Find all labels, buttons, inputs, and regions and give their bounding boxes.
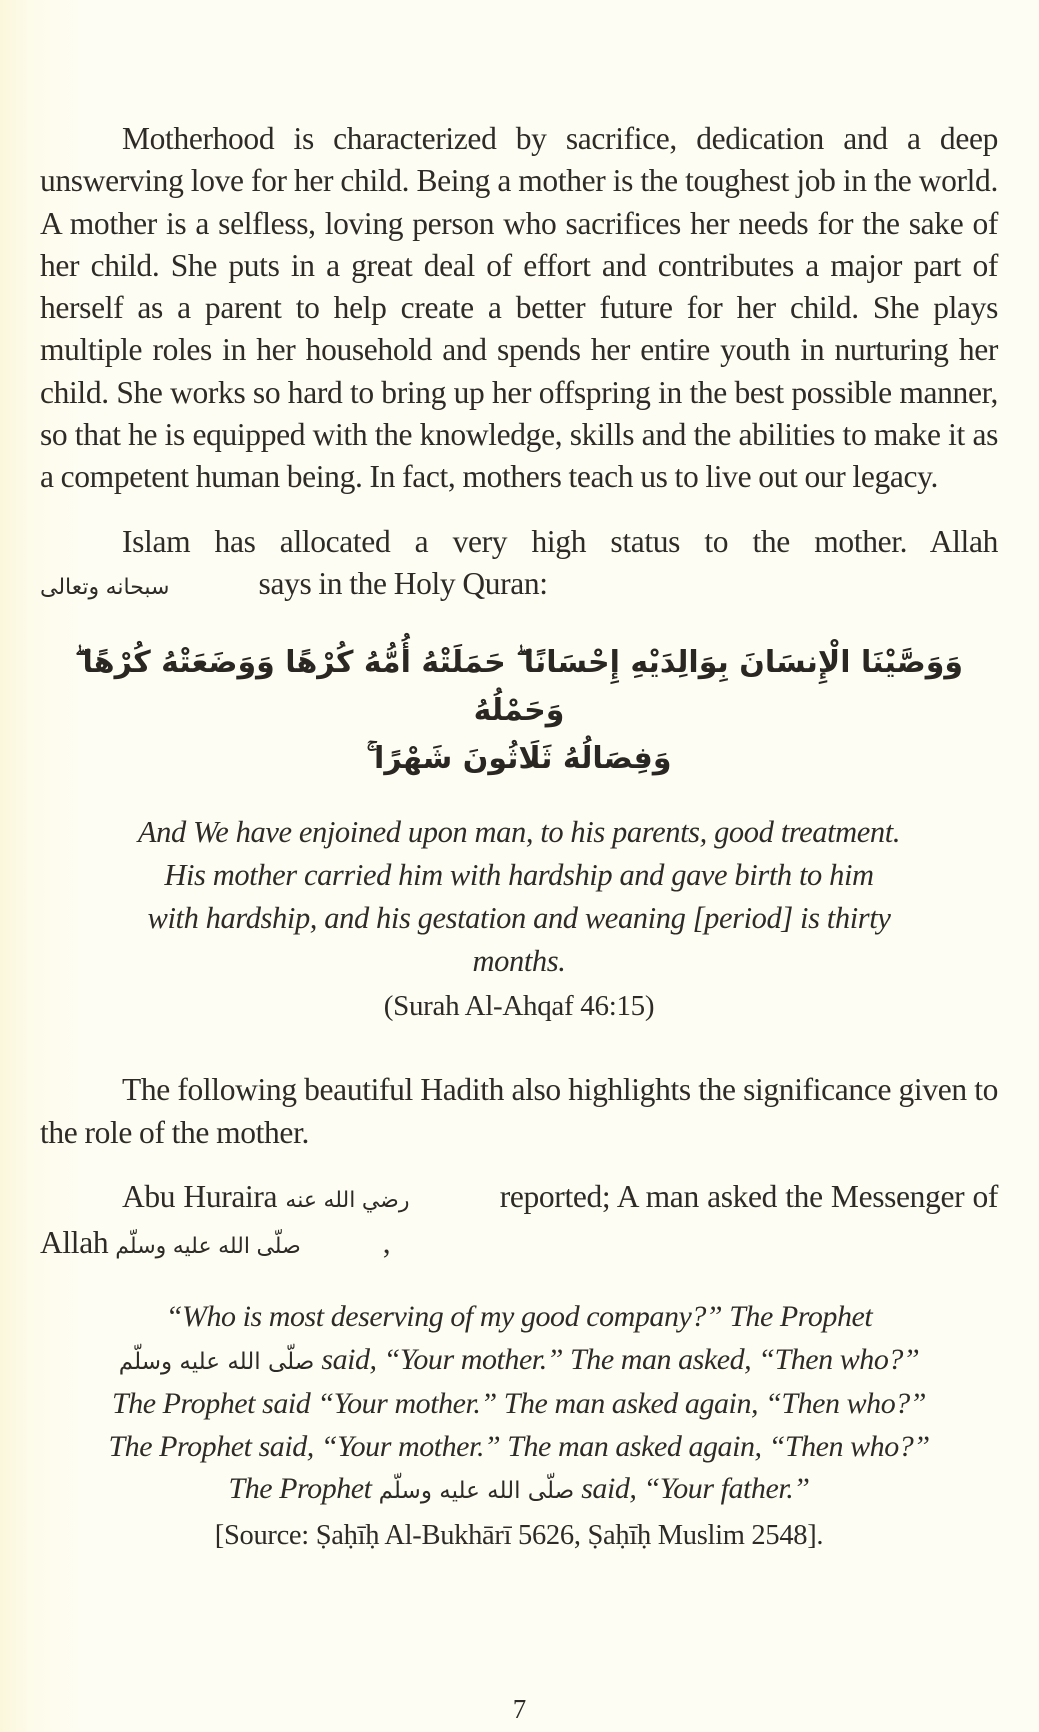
hadith-quote [40,1296,998,1513]
islam-status-paragraph [40,521,998,610]
honorific-radiallahu: رضي الله عنه [285,1187,410,1213]
intro-paragraph: Motherhood is characterized by sacrifice, dedication and a deep unswerving love for her child. Being a mother is the toughest job in the world. A mother is a selfless, loving person who sacrifices her needs for the sake of her child. She puts in a great deal of effort and contributes a major part of herself as a parent to help create a better future for her child. She plays multiple roles in her household and spends her entire youth in nurturing her child. She works so hard to bring up her offspring in the best possible manner, so that he is equipped with the knowledge, skills and the abilities to make it as a competent human being. In fact, mothers teach us to live out our legacy. [40,121,998,495]
hadith-line-text: said, “Your father.” [581,1472,810,1506]
hadith-line-text: said, “Your mother.” The man asked, “Then who?” [321,1342,920,1376]
verse-arabic-line: وَوَصَّيْنَا الْإِنسَانَ بِوَالِدَيْهِ إِحْسَانًا ۖ حَمَلَتْهُ أُمُّهُ كُرْهًا وَوَضَعَتْهُ كُرْهًا ۖ وَحَمْلُهُ [75,645,963,729]
islam-status-text-end: says in the Holy Quran: [258,565,548,601]
islam-status-text: Islam has allocated a very high status to the mother. Allah [122,523,998,559]
translation-line: And We have enjoined upon man, to his parents, good treatment. [137,815,901,850]
narration-text: reported; A man asked the Messenger of Allah [40,1178,998,1261]
hadith-line: The Prophet said, “Your mother.” The man asked again, “Then who?” [108,1429,930,1463]
narration-comma: , [382,1225,391,1261]
quran-verse-arabic [40,639,998,783]
book-page [40,118,998,1557]
hadith-line [40,1339,998,1384]
narrator-name: Abu Huraira [122,1178,278,1214]
quran-verse-translation [40,811,998,983]
translation-line: with hardship, and his gestation and weaning [period] is thirty [147,901,891,936]
hadith-line-text: The Prophet [228,1472,372,1506]
salutation-pbuh: صلّى الله عليه وسلّم [118,1348,315,1375]
page-number: 7 [512,1694,527,1724]
salutation-pbuh: صلّى الله عليه وسلّم [378,1478,575,1505]
hadith-line: The Prophet said “Your mother.” The man asked again, “Then who?” [111,1387,927,1421]
hadith-source: [Source: Ṣaḥīḥ Al-Bukhārī 5626, Ṣaḥīḥ Muslim 2548]. [214,1519,824,1551]
hadith-intro-paragraph: The following beautiful Hadith also highlights the significance given to the role of the mother. [40,1072,998,1150]
verse-reference: (Surah Al-Ahqaf 46:15) [383,990,655,1023]
salutation-pbuh: صلّى الله عليه وسلّم [115,1234,301,1260]
hadith-line: “Who is most deserving of my good company?” The Prophet [165,1300,873,1334]
narration-paragraph [40,1176,998,1269]
translation-line: months. [472,944,566,979]
verse-arabic-line: وَفِصَالُهُ ثَلَاثُونَ شَهْرًا ۚ [366,741,672,777]
honorific-subhanahu: سبحانه وتعالى [40,574,170,600]
hadith-line [40,1468,998,1513]
translation-line: His mother carried him with hardship and gave birth to him [164,858,874,893]
